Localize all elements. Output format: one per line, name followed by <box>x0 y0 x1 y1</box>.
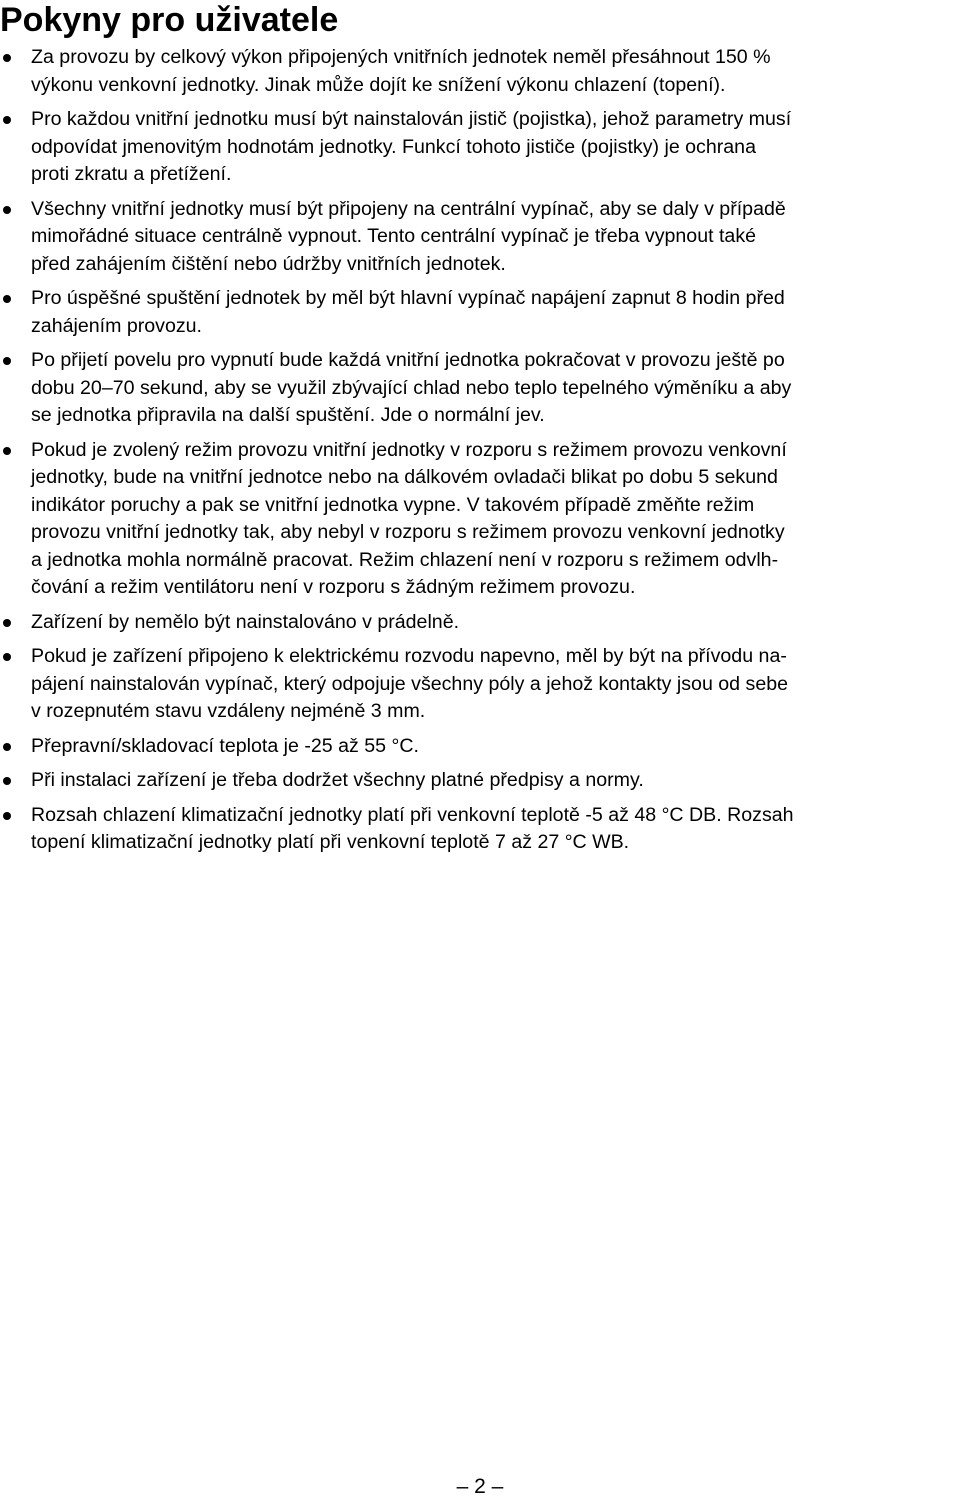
list-item <box>0 733 960 761</box>
bullet-icon <box>3 447 11 455</box>
list-item <box>0 437 960 602</box>
list-item <box>0 609 960 637</box>
list-item-text: Při instalaci zařízení je třeba dodržet všechny platné předpisy a normy. <box>31 769 644 791</box>
bullet-icon <box>3 295 11 303</box>
bullet-icon <box>3 54 11 62</box>
bullet-icon <box>3 743 11 751</box>
instructions-list <box>0 44 960 864</box>
list-item <box>0 767 960 795</box>
bullet-icon <box>3 777 11 785</box>
bullet-icon <box>3 812 11 820</box>
bullet-icon <box>3 357 11 365</box>
list-item <box>0 802 960 857</box>
list-item-text: Pokud je zvolený režim provozu vnitřní jednotky v rozporu s režimem provozu venkovní jednotky, bude na vnitřní jednotce nebo na dálkovém ovladači blikat po dobu 5 sekund indikátor poruchy a pak se vnitřní jednotka vypne. V takovém případě změňte režim provozu vnitřní jednotky tak, aby nebyl v rozporu s režimem provozu venkovní jednotky a jednotka mohla normálně pracovat. Režim chlazení není v rozporu s režimem odvlh- čování a režim ventilátoru není v rozporu s žádným režimem provozu. <box>31 438 787 598</box>
list-item <box>0 347 960 430</box>
list-item <box>0 285 960 340</box>
list-item-text: Přepravní/skladovací teplota je -25 až 55 °C. <box>31 734 419 757</box>
list-item-text: Po přijetí povelu pro vypnutí bude každá vnitřní jednotka pokračovat v provozu ještě po dobu 20–70 sekund, aby se využil zbývající chlad nebo teplo tepelného výměníku a aby se jednotka připravila na další spuštění. Jde o normální jev. <box>31 349 792 426</box>
list-item-text: Všechny vnitřní jednotky musí být připojeny na centrální vypínač, aby se daly v případě mimořádné situace centrálně vypnout. Tento centrální vypínač je třeba vypnout také před zahájením čištění nebo údržby vnitřních jednotek. <box>31 197 786 275</box>
list-item <box>0 44 960 99</box>
page-title: Pokyny pro uživatele <box>0 1 339 39</box>
page-number: – 2 – <box>456 1475 504 1498</box>
bullet-icon <box>3 116 11 124</box>
list-item <box>0 106 960 189</box>
bullet-icon <box>3 619 11 627</box>
list-item <box>0 196 960 279</box>
list-item-text: Pro úspěšné spuštění jednotek by měl být hlavní vypínač napájení zapnut 8 hodin před zahájením provozu. <box>31 287 785 337</box>
list-item-text: Pro každou vnitřní jednotku musí být nainstalován jistič (pojistka), jehož parametry musí odpovídat jmenovitým hodnotám jednotky. Funkcí tohoto jističe (pojistky) je ochrana proti zkratu a přetížení. <box>31 108 792 185</box>
list-item-text: Zařízení by nemělo být nainstalováno v prádelně. <box>31 610 460 633</box>
list-item-text: Rozsah chlazení klimatizační jednotky platí při venkovní teplotě -5 až 48 °C DB. Rozsah topení klimatizační jednotky platí při venkovní teplotě 7 až 27 °C WB. <box>31 803 794 853</box>
bullet-icon <box>3 206 11 214</box>
list-item-text: Za provozu by celkový výkon připojených vnitřních jednotek neměl přesáhnout 150 % výkonu venkovní jednotky. Jinak může dojít ke snížení výkonu chlazení (topení). <box>31 46 771 96</box>
list-item <box>0 643 960 726</box>
bullet-icon <box>3 653 11 661</box>
list-item-text: Pokud je zařízení připojeno k elektrickému rozvodu napevno, měl by být na přívodu na- pájení nainstalován vypínač, který odpojuje všechny póly a jehož kontakty jsou od sebe v rozepnutém stavu vzdáleny nejméně 3 mm. <box>31 645 789 722</box>
